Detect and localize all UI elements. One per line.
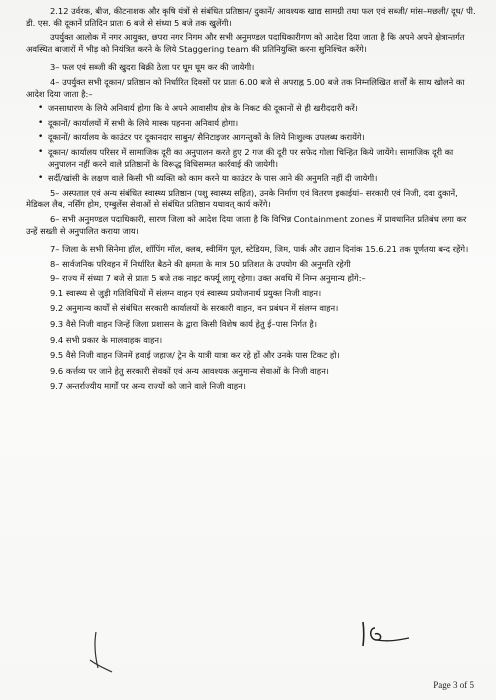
paragraph-5: 5– अस्पताल एवं अन्य संबंधित स्वास्थ्य प्रतिष्ठान (पशु स्वास्थ्य सहित), उनके निर्माण एवं वितरण इकाईयां– सरकारी एवं निजी, दवा दुकानें, मेडिकल लैब, नर्सिंग होम, एम्बुलेंस सेवाओं से संबंधित प्रतिष्ठान यथावत् कार्य करेंगे। xyxy=(26,187,458,210)
document-body xyxy=(26,6,476,397)
sub-item-9-7: 9.7 अन्तर्राज्यीय मार्गों पर अन्य राज्यों को जाने वाले निजी वाहन। xyxy=(50,381,246,392)
condition-item: • जनसाधारण के लिये अनिवार्य होगा कि वे अपने आवासीय क्षेत्र के निकट की दूकानों से ही खरीददारी करें। xyxy=(38,103,476,115)
condition-item: • सर्दी/खांसी के लक्षण वाले किसी भी व्यक्ति को काम करने या काउंटर के पास आने की अनुमति नहीं दी जायेगी। xyxy=(38,173,476,185)
condition-item: • दूकान/ कार्यालय परिसर में सामाजिक दूरी का अनुपालन करते हुए 2 गज की दूरी पर सफेद गोला चिन्हित किये जायेंगे। सामाजिक दूरी का अनुपालन नहीं करने वाले प्रतिष्ठानों के विरूद्ध विधिसम्मत कार्रवाई की जायेगी। xyxy=(38,147,476,170)
paragraph-7: 7– जिला के सभी सिनेमा हॉल, शॉपिंग मॉल, क्लब, स्वीमिंग पूल, स्टेडियम, जिम, पार्क और उद्यान दिनांक 15.6.21 तक पूर्णतया बन्द रहेंगे। xyxy=(50,244,469,255)
sub-item-9-3: 9.3 वैसे निजी वाहन जिन्हें जिला प्रशासन के द्वारा किसी विशेष कार्य हेतु ई–पास निर्गत है। xyxy=(50,319,317,330)
paragraph-4: 4– उपर्युक्त सभी दूकान/ प्रतिष्ठान को निर्धारित दिवसों पर प्रातः 6.00 बजे से अपराह्न 5.00 बजे तक निम्नलिखित शर्त्तों के साथ खोलने का आदेश दिया जाता है:– xyxy=(26,76,465,99)
initial-mark xyxy=(86,630,114,676)
paragraph-staggering-team: उपर्युक्त आलोक में नगर आयुक्त, छपरा नगर निगम और सभी अनुमण्डल पदाधिकारीगण को आदेश दिया जाता है कि अपने अपने क्षेत्रान्तर्गत अवस्थित बाजारों में भीड़ को नियंत्रित करने के लिये Staggering team की प्रतिनियुक्ति करना सुनिश्चित करेंगे। xyxy=(26,32,465,54)
paragraph-6: 6– सभी अनुमण्डल पदाधिकारी, सारण जिला को आदेश दिया जाता है कि विभिन्न Containment zones में प्रावधानित प्रतिबंध लगा कर उन्हें सख्ती से अनुपालित कराया जाय। xyxy=(26,213,467,236)
sub-item-9-2: 9.2 अनुमान्य कार्यों से संबंधित सरकारी कार्यालयों के सरकारी वाहन, वन प्रबंधन में संलग्न वाहन। xyxy=(50,303,339,314)
sub-item-9-4: 9.4 सभी प्रकार के मालवाहक वाहन। xyxy=(50,334,163,345)
sub-item-9-1: 9.1 स्वास्थ्य से जुड़ी गतिविधियों में संलग्न वाहन एवं स्वास्थ्य प्रयोजनार्थ प्रयुक्त निजी वाहन। xyxy=(50,287,322,298)
paragraph-9: 9– राज्य में संध्या 7 बजे से प्रातः 5 बजे तक नाइट कर्फ्यू लागू रहेगा। उक्त अवधि में निम्न अनुमान्य होंगे:– xyxy=(50,273,366,284)
sub-item-9-5: 9.5 वैसे निजी वाहन जिनमें हवाई जहाज/ ट्रेन के यात्री यात्रा कर रहे हों और उनके पास टिकट हो। xyxy=(50,350,340,361)
signature-mark xyxy=(355,618,415,650)
paragraph-2-12: 2.12 उर्वरक, बीज, कीटनाशक और कृषि यंत्रों से संबंधित प्रतिष्ठान/ दुकानें/ आवश्यक खाद्य सामग्री तथा फल एवं सब्जी/ मांस–मछली/ दूध/ पी. डी. एस. की दूकानें प्रतिदिन प्रातः 6 बजे से संध्या 5 बजे तक खुलेंगी। xyxy=(26,6,476,28)
sub-item-9-6: 9.6 कर्त्तव्य पर जाने हेतु सरकारी सेवकों एवं अन्य आवश्यक अनुमान्य सेवाओं के निजी वाहन। xyxy=(50,365,329,376)
conditions-list xyxy=(38,103,476,185)
paragraph-8: 8– सार्वजनिक परिवहन में निर्धारित बैठने की क्षमता के मात्र 50 प्रतिशत के उपयोग की अनुमति रहेगी xyxy=(50,258,351,269)
condition-item: • दूकानों/ कार्यालय के काउंटर पर दूकानदार साबुन/ सैनिटाइजर आगन्तुकों के लिये निःशुल्क उपलब्ध करायेंगे। xyxy=(38,132,476,144)
condition-item: • दूकानों/ कार्यालयों में सभी के लिये मास्क पहनना अनिवार्य होगा। xyxy=(38,118,476,130)
paragraph-3: 3– फल एवं सब्जी की खुदरा बिक्री ठेला पर घूम घूम कर की जायेगी। xyxy=(50,62,255,73)
page-number: Page 3 of 5 xyxy=(433,680,474,690)
